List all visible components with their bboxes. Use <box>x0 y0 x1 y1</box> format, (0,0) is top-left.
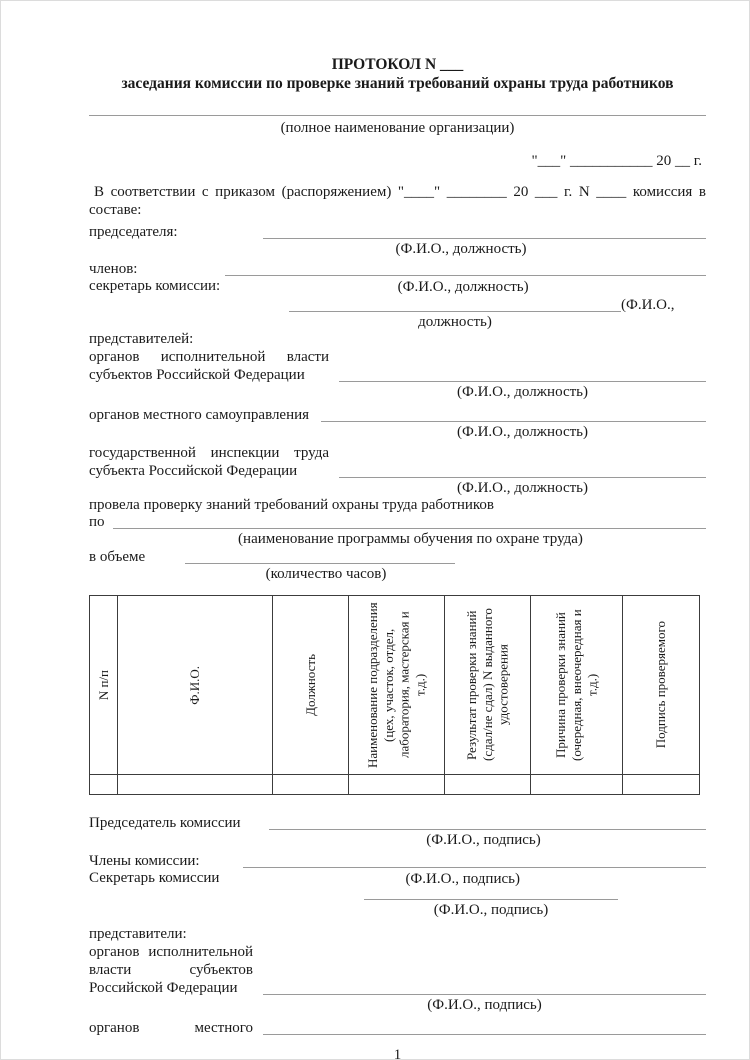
local-gov-caption: (Ф.И.О., должность) <box>457 424 588 440</box>
secretary-name-field[interactable] <box>289 311 621 312</box>
labor-inspection-field[interactable] <box>339 477 706 478</box>
table-cell-empty[interactable] <box>273 775 349 795</box>
executive-authority-caption: (Ф.И.О., должность) <box>457 384 588 400</box>
col-header-department: Наименование подразделения (цех, участок, отдел, лаборатория, мастерская и т.д.) <box>349 596 445 775</box>
labor-inspection-caption: (Ф.И.О., должность) <box>457 480 588 496</box>
col-header-position: Должность <box>273 596 349 775</box>
footer-secretary-label: Секретарь комиссии <box>89 870 220 886</box>
document-subtitle: заседания комиссии по проверке знаний требований охраны труда работников <box>121 75 674 92</box>
footer-local-gov-label: органов местного <box>89 1020 253 1036</box>
organization-name-field[interactable] <box>89 115 706 116</box>
members-caption: (Ф.И.О., должность) <box>397 279 529 295</box>
footer-local-gov-field[interactable] <box>263 1034 706 1035</box>
footer-chairman-label: Председатель комиссии <box>89 815 241 831</box>
volume-label: в объеме <box>89 549 146 565</box>
document-title: ПРОТОКОЛ N ___ <box>331 56 464 73</box>
chairman-label: председателя: <box>89 224 178 240</box>
secretary-label: секретарь комиссии: <box>89 278 221 294</box>
table-cell-empty[interactable] <box>349 775 445 795</box>
footer-members-label: Члены комиссии: <box>89 853 200 869</box>
col-header-reason: Причина проверки знаний (очередная, внеочередная и т.д.) <box>531 596 623 775</box>
footer-representatives-label: представители: <box>89 926 187 942</box>
members-label: членов: <box>89 261 138 277</box>
footer-executive-label: органов исполнительной власти субъектов Российской Федерации <box>89 944 253 996</box>
document-content <box>89 55 706 1060</box>
labor-inspection-label: государственной инспекции труда субъекта Российской Федерации <box>89 445 329 479</box>
col-header-fio: Ф.И.О. <box>118 596 273 775</box>
representatives-label: представителей: <box>89 331 194 347</box>
table-cell-empty[interactable] <box>531 775 623 795</box>
col-header-signature: Подпись проверяемого <box>623 596 700 775</box>
footer-members-caption: (Ф.И.О., подпись) <box>405 871 520 887</box>
table-header-row <box>90 596 700 775</box>
program-name-field[interactable] <box>113 528 706 529</box>
table-cell-empty[interactable] <box>90 775 118 795</box>
executive-authority-field[interactable] <box>339 381 706 382</box>
footer-secretary-field[interactable] <box>364 899 618 900</box>
chairman-caption: (Ф.И.О., должность) <box>395 241 527 257</box>
hours-field[interactable] <box>185 563 455 564</box>
secretary-caption-part1: (Ф.И.О., <box>621 297 675 313</box>
footer-executive-caption: (Ф.И.О., подпись) <box>427 997 542 1013</box>
table-empty-row <box>90 775 700 795</box>
footer-members-field[interactable] <box>243 867 706 868</box>
local-gov-field[interactable] <box>321 421 706 422</box>
hours-caption: (количество часов) <box>265 566 387 582</box>
results-table <box>89 595 700 795</box>
footer-executive-field[interactable] <box>263 994 706 995</box>
col-header-number: N п/п <box>90 596 118 775</box>
footer-secretary-caption: (Ф.И.О., подпись) <box>433 902 549 918</box>
chairman-name-field[interactable] <box>263 238 706 239</box>
intro-paragraph: В соответствии с приказом (распоряжением) "____" ________ 20 ___ г. N ____ комиссия в составе: <box>89 184 706 218</box>
date-line: "___" ___________ 20 __ г. <box>531 153 702 169</box>
program-caption: (наименование программы обучения по охране труда) <box>238 531 583 547</box>
po-label: по <box>89 514 105 530</box>
organization-caption: (полное наименование организации) <box>280 120 515 136</box>
table-cell-empty[interactable] <box>623 775 700 795</box>
table-cell-empty[interactable] <box>118 775 273 795</box>
conducted-text: провела проверку знаний требований охраны труда работников <box>89 497 495 513</box>
footer-chairman-field[interactable] <box>269 829 706 830</box>
table-cell-empty[interactable] <box>445 775 531 795</box>
members-names-field[interactable] <box>225 275 706 276</box>
footer-chairman-caption: (Ф.И.О., подпись) <box>426 832 541 848</box>
executive-authority-label: органов исполнительной власти субъектов Российской Федерации <box>89 349 329 383</box>
col-header-result: Результат проверки знаний (сдал/не сдал) N выданного удостоверения <box>445 596 531 775</box>
local-gov-label: органов местного самоуправления <box>89 407 310 423</box>
secretary-caption-part2: должность) <box>418 314 492 330</box>
page-number: 1 <box>393 1047 402 1060</box>
